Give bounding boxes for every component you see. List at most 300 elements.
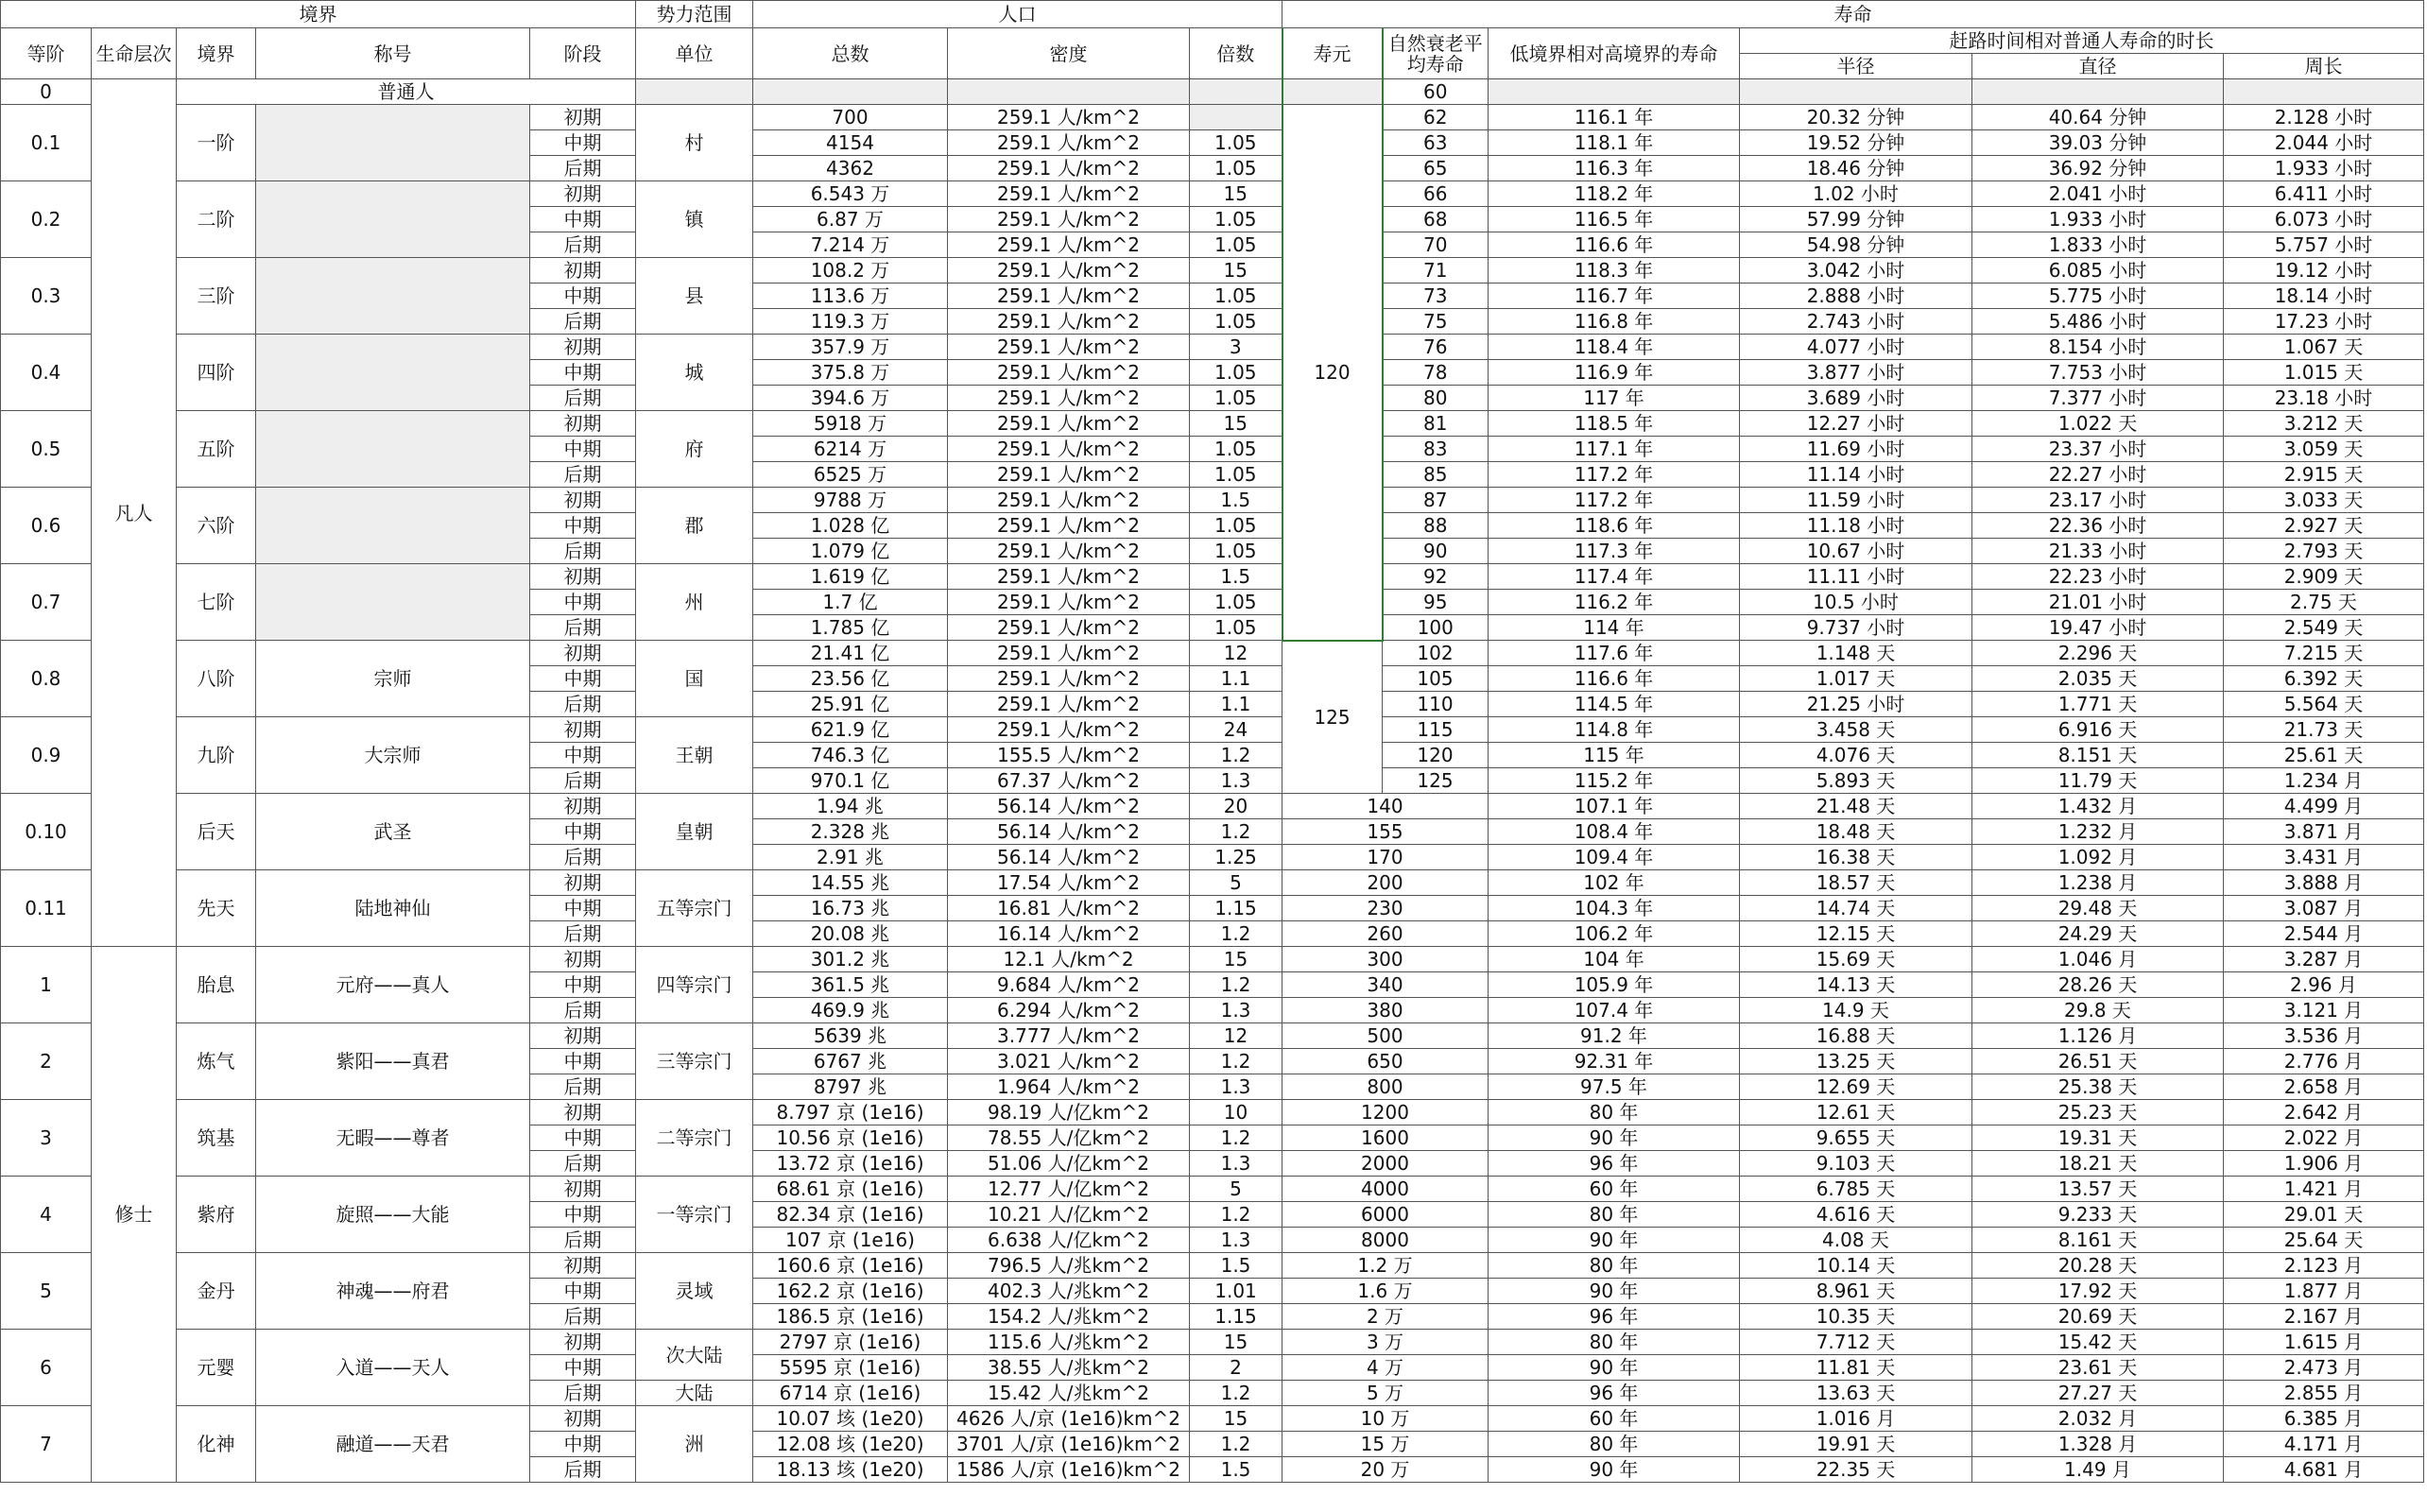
title-cell[interactable]: 入道——天人: [256, 1330, 530, 1406]
level-cell[interactable]: 0.8: [1, 641, 92, 717]
mult-cell[interactable]: 1.05: [1190, 386, 1282, 411]
perimeter-cell[interactable]: 2.642 月: [2224, 1100, 2424, 1125]
diameter-cell[interactable]: 28.26 天: [1972, 972, 2224, 998]
title-cell[interactable]: [256, 335, 530, 411]
stage-cell[interactable]: 中期: [530, 513, 636, 539]
empty-cell[interactable]: [1972, 79, 2224, 105]
density-cell[interactable]: 16.14 人/km^2: [948, 921, 1190, 947]
diameter-cell[interactable]: 1.771 天: [1972, 692, 2224, 717]
perimeter-cell[interactable]: 3.059 天: [2224, 437, 2424, 462]
shouyuan-cell[interactable]: 10 万: [1282, 1406, 1489, 1432]
age-cell[interactable]: 68: [1383, 207, 1489, 232]
density-cell[interactable]: 154.2 人/兆km^2: [948, 1304, 1190, 1330]
unit-cell[interactable]: 王朝: [636, 717, 753, 794]
perimeter-cell[interactable]: 2.776 月: [2224, 1049, 2424, 1074]
density-cell[interactable]: 259.1 人/km^2: [948, 590, 1190, 615]
density-cell[interactable]: 259.1 人/km^2: [948, 386, 1190, 411]
radius-cell[interactable]: 18.46 分钟: [1740, 156, 1972, 181]
radius-cell[interactable]: 12.27 小时: [1740, 411, 1972, 437]
diameter-cell[interactable]: 2.296 天: [1972, 641, 2224, 666]
perimeter-cell[interactable]: 2.544 月: [2224, 921, 2424, 947]
header-shengming[interactable]: 生命层次: [92, 28, 177, 79]
radius-cell[interactable]: 9.737 小时: [1740, 615, 1972, 641]
shouyuan-cell[interactable]: 155: [1282, 819, 1489, 845]
realm-cell[interactable]: 九阶: [177, 717, 256, 794]
unit-cell[interactable]: 洲: [636, 1406, 753, 1483]
total-cell[interactable]: 108.2 万: [753, 258, 948, 284]
total-cell[interactable]: 6525 万: [753, 462, 948, 488]
low-cell[interactable]: 90 年: [1489, 1457, 1740, 1483]
mult-cell[interactable]: 1.1: [1190, 666, 1282, 692]
header-danwei[interactable]: 单位: [636, 28, 753, 79]
realm-cell[interactable]: 先天: [177, 870, 256, 947]
radius-cell[interactable]: 18.57 天: [1740, 870, 1972, 896]
age-cell[interactable]: 102: [1383, 641, 1489, 666]
density-cell[interactable]: 17.54 人/km^2: [948, 870, 1190, 896]
unit-cell[interactable]: 一等宗门: [636, 1177, 753, 1253]
low-cell[interactable]: 102 年: [1489, 870, 1740, 896]
low-cell[interactable]: 117.6 年: [1489, 641, 1740, 666]
total-cell[interactable]: 970.1 亿: [753, 768, 948, 794]
radius-cell[interactable]: 3.042 小时: [1740, 258, 1972, 284]
diameter-cell[interactable]: 1.833 小时: [1972, 232, 2224, 258]
mult-cell[interactable]: 1.2: [1190, 972, 1282, 998]
stage-cell[interactable]: 中期: [530, 896, 636, 921]
header-zhijing[interactable]: 直径: [1972, 54, 2224, 79]
density-cell[interactable]: 402.3 人/兆km^2: [948, 1279, 1190, 1304]
density-cell[interactable]: 56.14 人/km^2: [948, 845, 1190, 870]
shouyuan-cell[interactable]: 4 万: [1282, 1355, 1489, 1381]
mult-cell[interactable]: 15: [1190, 947, 1282, 972]
total-cell[interactable]: 16.73 兆: [753, 896, 948, 921]
total-cell[interactable]: 1.079 亿: [753, 539, 948, 564]
diameter-cell[interactable]: 1.328 月: [1972, 1432, 2224, 1457]
total-cell[interactable]: 9788 万: [753, 488, 948, 513]
diameter-cell[interactable]: 39.03 分钟: [1972, 130, 2224, 156]
low-cell[interactable]: 108.4 年: [1489, 819, 1740, 845]
low-cell[interactable]: 97.5 年: [1489, 1074, 1740, 1100]
diameter-cell[interactable]: 23.17 小时: [1972, 488, 2224, 513]
unit-cell[interactable]: 四等宗门: [636, 947, 753, 1023]
realm-cell[interactable]: 三阶: [177, 258, 256, 335]
radius-cell[interactable]: 10.35 天: [1740, 1304, 1972, 1330]
mult-cell[interactable]: 1.5: [1190, 488, 1282, 513]
stage-cell[interactable]: 初期: [530, 641, 636, 666]
total-cell[interactable]: 6214 万: [753, 437, 948, 462]
diameter-cell[interactable]: 22.23 小时: [1972, 564, 2224, 590]
density-cell[interactable]: 259.1 人/km^2: [948, 335, 1190, 360]
total-cell[interactable]: 10.07 垓 (1e20): [753, 1406, 948, 1432]
mult-cell[interactable]: 1.2: [1190, 1432, 1282, 1457]
empty-cell[interactable]: [1282, 79, 1383, 105]
mult-cell[interactable]: 12: [1190, 1023, 1282, 1049]
mult-cell[interactable]: 1.05: [1190, 232, 1282, 258]
total-cell[interactable]: 1.94 兆: [753, 794, 948, 819]
diameter-cell[interactable]: 7.377 小时: [1972, 386, 2224, 411]
total-cell[interactable]: 301.2 兆: [753, 947, 948, 972]
diameter-cell[interactable]: 17.92 天: [1972, 1279, 2224, 1304]
radius-cell[interactable]: 12.69 天: [1740, 1074, 1972, 1100]
mult-cell[interactable]: 1.5: [1190, 564, 1282, 590]
shouyuan-cell[interactable]: 340: [1282, 972, 1489, 998]
level-cell[interactable]: 2: [1, 1023, 92, 1100]
realm-cell[interactable]: 元婴: [177, 1330, 256, 1406]
low-cell[interactable]: 80 年: [1489, 1202, 1740, 1228]
mult-cell[interactable]: 3: [1190, 335, 1282, 360]
age-cell[interactable]: 66: [1383, 181, 1489, 207]
level-cell[interactable]: 0.5: [1, 411, 92, 488]
perimeter-cell[interactable]: 2.793 天: [2224, 539, 2424, 564]
title-cell[interactable]: [256, 181, 530, 258]
total-cell[interactable]: 8.797 京 (1e16): [753, 1100, 948, 1125]
radius-cell[interactable]: 1.02 小时: [1740, 181, 1972, 207]
density-cell[interactable]: 259.1 人/km^2: [948, 360, 1190, 386]
total-cell[interactable]: 4362: [753, 156, 948, 181]
stage-cell[interactable]: 初期: [530, 717, 636, 743]
header-chenghao[interactable]: 称号: [256, 28, 530, 79]
stage-cell[interactable]: 后期: [530, 1457, 636, 1483]
title-cell[interactable]: 陆地神仙: [256, 870, 530, 947]
diameter-cell[interactable]: 8.154 小时: [1972, 335, 2224, 360]
stage-cell[interactable]: 后期: [530, 539, 636, 564]
density-cell[interactable]: 259.1 人/km^2: [948, 232, 1190, 258]
radius-cell[interactable]: 19.52 分钟: [1740, 130, 1972, 156]
density-cell[interactable]: 259.1 人/km^2: [948, 130, 1190, 156]
stage-cell[interactable]: 后期: [530, 309, 636, 335]
shouyuan-cell[interactable]: 15 万: [1282, 1432, 1489, 1457]
stage-cell[interactable]: 初期: [530, 181, 636, 207]
realm-cell[interactable]: 化神: [177, 1406, 256, 1483]
mult-cell[interactable]: 1.05: [1190, 284, 1282, 309]
radius-cell[interactable]: 11.59 小时: [1740, 488, 1972, 513]
mult-cell[interactable]: 1.3: [1190, 1151, 1282, 1177]
radius-cell[interactable]: 4.616 天: [1740, 1202, 1972, 1228]
shouyuan-cell[interactable]: 120: [1282, 105, 1383, 641]
radius-cell[interactable]: 10.14 天: [1740, 1253, 1972, 1279]
low-cell[interactable]: 115 年: [1489, 743, 1740, 768]
radius-cell[interactable]: 3.877 小时: [1740, 360, 1972, 386]
age-cell[interactable]: 70: [1383, 232, 1489, 258]
density-cell[interactable]: 259.1 人/km^2: [948, 641, 1190, 666]
perimeter-cell[interactable]: 1.877 月: [2224, 1279, 2424, 1304]
low-cell[interactable]: 104.3 年: [1489, 896, 1740, 921]
shouyuan-cell[interactable]: 4000: [1282, 1177, 1489, 1202]
realm-cell[interactable]: 筑基: [177, 1100, 256, 1177]
radius-cell[interactable]: 5.893 天: [1740, 768, 1972, 794]
common-title[interactable]: 普通人: [177, 79, 636, 105]
mult-cell[interactable]: 1.05: [1190, 360, 1282, 386]
title-cell[interactable]: 旋照——大能: [256, 1177, 530, 1253]
mult-cell[interactable]: 1.1: [1190, 692, 1282, 717]
unit-cell[interactable]: 三等宗门: [636, 1023, 753, 1100]
shouyuan-cell[interactable]: 500: [1282, 1023, 1489, 1049]
stage-cell[interactable]: 后期: [530, 998, 636, 1023]
age-cell[interactable]: 95: [1383, 590, 1489, 615]
low-cell[interactable]: 80 年: [1489, 1330, 1740, 1355]
mult-cell[interactable]: 1.2: [1190, 1381, 1282, 1406]
perimeter-cell[interactable]: 29.01 天: [2224, 1202, 2424, 1228]
age-cell[interactable]: 65: [1383, 156, 1489, 181]
mult-cell[interactable]: 1.5: [1190, 1457, 1282, 1483]
diameter-cell[interactable]: 1.092 月: [1972, 845, 2224, 870]
density-cell[interactable]: 115.6 人/兆km^2: [948, 1330, 1190, 1355]
stage-cell[interactable]: 初期: [530, 794, 636, 819]
low-cell[interactable]: 116.2 年: [1489, 590, 1740, 615]
perimeter-cell[interactable]: 2.473 月: [2224, 1355, 2424, 1381]
header-banjing[interactable]: 半径: [1740, 54, 1972, 79]
level-cell[interactable]: 4: [1, 1177, 92, 1253]
mult-cell[interactable]: 1.2: [1190, 1125, 1282, 1151]
density-cell[interactable]: 259.1 人/km^2: [948, 513, 1190, 539]
total-cell[interactable]: 14.55 兆: [753, 870, 948, 896]
low-cell[interactable]: 116.5 年: [1489, 207, 1740, 232]
diameter-cell[interactable]: 5.775 小时: [1972, 284, 2224, 309]
perimeter-cell[interactable]: 1.933 小时: [2224, 156, 2424, 181]
title-cell[interactable]: 无暇——尊者: [256, 1100, 530, 1177]
total-cell[interactable]: 1.7 亿: [753, 590, 948, 615]
density-cell[interactable]: 3701 人/京 (1e16)km^2: [948, 1432, 1190, 1457]
stage-cell[interactable]: 后期: [530, 1074, 636, 1100]
low-cell[interactable]: 117 年: [1489, 386, 1740, 411]
density-cell[interactable]: 4626 人/京 (1e16)km^2: [948, 1406, 1190, 1432]
low-cell[interactable]: 117.4 年: [1489, 564, 1740, 590]
radius-cell[interactable]: 13.63 天: [1740, 1381, 1972, 1406]
empty-cell[interactable]: [2224, 79, 2424, 105]
mult-cell[interactable]: [1190, 105, 1282, 130]
unit-cell[interactable]: 二等宗门: [636, 1100, 753, 1177]
shouyuan-cell[interactable]: 300: [1282, 947, 1489, 972]
radius-cell[interactable]: 8.961 天: [1740, 1279, 1972, 1304]
mult-cell[interactable]: 1.3: [1190, 998, 1282, 1023]
density-cell[interactable]: 259.1 人/km^2: [948, 437, 1190, 462]
shouyuan-cell[interactable]: 5 万: [1282, 1381, 1489, 1406]
perimeter-cell[interactable]: 23.18 小时: [2224, 386, 2424, 411]
mult-cell[interactable]: 1.2: [1190, 1202, 1282, 1228]
density-cell[interactable]: 6.294 人/km^2: [948, 998, 1190, 1023]
total-cell[interactable]: 21.41 亿: [753, 641, 948, 666]
diameter-cell[interactable]: 25.23 天: [1972, 1100, 2224, 1125]
perimeter-cell[interactable]: 21.73 天: [2224, 717, 2424, 743]
density-cell[interactable]: 259.1 人/km^2: [948, 717, 1190, 743]
title-cell[interactable]: [256, 488, 530, 564]
radius-cell[interactable]: 16.88 天: [1740, 1023, 1972, 1049]
level-cell[interactable]: 0.11: [1, 870, 92, 947]
empty-cell[interactable]: [948, 79, 1190, 105]
title-cell[interactable]: 元府——真人: [256, 947, 530, 1023]
header-jingjie2[interactable]: 境界: [177, 28, 256, 79]
stage-cell[interactable]: 初期: [530, 947, 636, 972]
level-cell[interactable]: 0.2: [1, 181, 92, 258]
header-ganlu[interactable]: 赶路时间相对普通人寿命的时长: [1740, 28, 2424, 54]
age-cell[interactable]: 80: [1383, 386, 1489, 411]
perimeter-cell[interactable]: 2.167 月: [2224, 1304, 2424, 1330]
total-cell[interactable]: 1.785 亿: [753, 615, 948, 641]
diameter-cell[interactable]: 23.37 小时: [1972, 437, 2224, 462]
age-cell[interactable]: 120: [1383, 743, 1489, 768]
age-cell[interactable]: 83: [1383, 437, 1489, 462]
radius-cell[interactable]: 18.48 天: [1740, 819, 1972, 845]
mult-cell[interactable]: 5: [1190, 870, 1282, 896]
density-cell[interactable]: 155.5 人/km^2: [948, 743, 1190, 768]
radius-cell[interactable]: 15.69 天: [1740, 947, 1972, 972]
diameter-cell[interactable]: 36.92 分钟: [1972, 156, 2224, 181]
mult-cell[interactable]: 24: [1190, 717, 1282, 743]
perimeter-cell[interactable]: 2.044 小时: [2224, 130, 2424, 156]
mult-cell[interactable]: 15: [1190, 1330, 1282, 1355]
radius-cell[interactable]: 3.689 小时: [1740, 386, 1972, 411]
diameter-cell[interactable]: 22.27 小时: [1972, 462, 2224, 488]
total-cell[interactable]: 5595 京 (1e16): [753, 1355, 948, 1381]
stage-cell[interactable]: 后期: [530, 1151, 636, 1177]
title-cell[interactable]: [256, 258, 530, 335]
diameter-cell[interactable]: 21.33 小时: [1972, 539, 2224, 564]
low-cell[interactable]: 80 年: [1489, 1100, 1740, 1125]
shouyuan-cell[interactable]: 200: [1282, 870, 1489, 896]
density-cell[interactable]: 10.21 人/亿km^2: [948, 1202, 1190, 1228]
perimeter-cell[interactable]: 2.927 天: [2224, 513, 2424, 539]
age-cell[interactable]: 71: [1383, 258, 1489, 284]
stage-cell[interactable]: 后期: [530, 845, 636, 870]
diameter-cell[interactable]: 29.48 天: [1972, 896, 2224, 921]
diameter-cell[interactable]: 20.28 天: [1972, 1253, 2224, 1279]
stage-cell[interactable]: 中期: [530, 130, 636, 156]
diameter-cell[interactable]: 26.51 天: [1972, 1049, 2224, 1074]
diameter-cell[interactable]: 24.29 天: [1972, 921, 2224, 947]
stage-cell[interactable]: 中期: [530, 1125, 636, 1151]
density-cell[interactable]: 1.964 人/km^2: [948, 1074, 1190, 1100]
total-cell[interactable]: 621.9 亿: [753, 717, 948, 743]
low-cell[interactable]: 118.3 年: [1489, 258, 1740, 284]
level-cell[interactable]: 0.4: [1, 335, 92, 411]
radius-cell[interactable]: 22.35 天: [1740, 1457, 1972, 1483]
perimeter-cell[interactable]: 17.23 小时: [2224, 309, 2424, 335]
mult-cell[interactable]: 1.15: [1190, 896, 1282, 921]
low-cell[interactable]: 80 年: [1489, 1432, 1740, 1457]
unit-cell[interactable]: 灵域: [636, 1253, 753, 1330]
unit-cell[interactable]: 五等宗门: [636, 870, 753, 947]
mult-cell[interactable]: 15: [1190, 411, 1282, 437]
level-cell[interactable]: 0.6: [1, 488, 92, 564]
unit-cell[interactable]: 县: [636, 258, 753, 335]
radius-cell[interactable]: 3.458 天: [1740, 717, 1972, 743]
mult-cell[interactable]: 1.2: [1190, 743, 1282, 768]
mult-cell[interactable]: 1.05: [1190, 130, 1282, 156]
diameter-cell[interactable]: 23.61 天: [1972, 1355, 2224, 1381]
perimeter-cell[interactable]: 1.615 月: [2224, 1330, 2424, 1355]
density-cell[interactable]: 259.1 人/km^2: [948, 615, 1190, 641]
radius-cell[interactable]: 57.99 分钟: [1740, 207, 1972, 232]
total-cell[interactable]: 1.619 亿: [753, 564, 948, 590]
total-cell[interactable]: 20.08 兆: [753, 921, 948, 947]
header-ziran[interactable]: 自然衰老平均寿命: [1383, 28, 1489, 79]
radius-cell[interactable]: 21.48 天: [1740, 794, 1972, 819]
density-cell[interactable]: 259.1 人/km^2: [948, 666, 1190, 692]
low-cell[interactable]: 116.9 年: [1489, 360, 1740, 386]
perimeter-cell[interactable]: 5.757 小时: [2224, 232, 2424, 258]
diameter-cell[interactable]: 8.161 天: [1972, 1228, 2224, 1253]
low-cell[interactable]: 117.2 年: [1489, 462, 1740, 488]
unit-cell[interactable]: 次大陆: [636, 1330, 753, 1381]
density-cell[interactable]: 51.06 人/亿km^2: [948, 1151, 1190, 1177]
diameter-cell[interactable]: 1.232 月: [1972, 819, 2224, 845]
perimeter-cell[interactable]: 2.123 月: [2224, 1253, 2424, 1279]
low-cell[interactable]: 117.1 年: [1489, 437, 1740, 462]
diameter-cell[interactable]: 13.57 天: [1972, 1177, 2224, 1202]
realm-cell[interactable]: 四阶: [177, 335, 256, 411]
level-cell[interactable]: 7: [1, 1406, 92, 1483]
diameter-cell[interactable]: 40.64 分钟: [1972, 105, 2224, 130]
density-cell[interactable]: 38.55 人/兆km^2: [948, 1355, 1190, 1381]
radius-cell[interactable]: 12.61 天: [1740, 1100, 1972, 1125]
title-cell[interactable]: [256, 564, 530, 641]
diameter-cell[interactable]: 8.151 天: [1972, 743, 2224, 768]
low-cell[interactable]: 118.1 年: [1489, 130, 1740, 156]
diameter-cell[interactable]: 7.753 小时: [1972, 360, 2224, 386]
radius-cell[interactable]: 11.18 小时: [1740, 513, 1972, 539]
stage-cell[interactable]: 初期: [530, 1100, 636, 1125]
title-cell[interactable]: 大宗师: [256, 717, 530, 794]
low-cell[interactable]: 60 年: [1489, 1177, 1740, 1202]
age-cell[interactable]: 87: [1383, 488, 1489, 513]
age-cell[interactable]: 100: [1383, 615, 1489, 641]
mult-cell[interactable]: 1.05: [1190, 462, 1282, 488]
perimeter-cell[interactable]: 2.909 天: [2224, 564, 2424, 590]
low-cell[interactable]: 116.7 年: [1489, 284, 1740, 309]
empty-cell[interactable]: [1740, 79, 1972, 105]
total-cell[interactable]: 7.214 万: [753, 232, 948, 258]
level-cell[interactable]: 6: [1, 1330, 92, 1406]
realm-cell[interactable]: 八阶: [177, 641, 256, 717]
title-cell[interactable]: 紫阳——真君: [256, 1023, 530, 1100]
perimeter-cell[interactable]: 3.888 月: [2224, 870, 2424, 896]
total-cell[interactable]: 6.543 万: [753, 181, 948, 207]
diameter-cell[interactable]: 19.31 天: [1972, 1125, 2224, 1151]
level-cell[interactable]: 0: [1, 79, 92, 105]
shouyuan-cell[interactable]: 20 万: [1282, 1457, 1489, 1483]
realm-cell[interactable]: 胎息: [177, 947, 256, 1023]
stage-cell[interactable]: 后期: [530, 615, 636, 641]
mult-cell[interactable]: 1.25: [1190, 845, 1282, 870]
mult-cell[interactable]: 1.05: [1190, 539, 1282, 564]
radius-cell[interactable]: 1.017 天: [1740, 666, 1972, 692]
low-cell[interactable]: 116.3 年: [1489, 156, 1740, 181]
perimeter-cell[interactable]: 6.392 天: [2224, 666, 2424, 692]
total-cell[interactable]: 357.9 万: [753, 335, 948, 360]
radius-cell[interactable]: 10.67 小时: [1740, 539, 1972, 564]
perimeter-cell[interactable]: 3.287 月: [2224, 947, 2424, 972]
stage-cell[interactable]: 后期: [530, 156, 636, 181]
header-jingjie[interactable]: 境界: [1, 1, 636, 28]
total-cell[interactable]: 2.91 兆: [753, 845, 948, 870]
total-cell[interactable]: 5918 万: [753, 411, 948, 437]
stage-cell[interactable]: 初期: [530, 1330, 636, 1355]
stage-cell[interactable]: 中期: [530, 819, 636, 845]
empty-cell[interactable]: [1489, 79, 1740, 105]
mult-cell[interactable]: 10: [1190, 1100, 1282, 1125]
diameter-cell[interactable]: 1.933 小时: [1972, 207, 2224, 232]
radius-cell[interactable]: 21.25 小时: [1740, 692, 1972, 717]
low-cell[interactable]: 114.8 年: [1489, 717, 1740, 743]
age-cell[interactable]: 110: [1383, 692, 1489, 717]
stage-cell[interactable]: 后期: [530, 1304, 636, 1330]
stage-cell[interactable]: 中期: [530, 1355, 636, 1381]
stage-cell[interactable]: 中期: [530, 743, 636, 768]
perimeter-cell[interactable]: 1.906 月: [2224, 1151, 2424, 1177]
stage-cell[interactable]: 初期: [530, 1177, 636, 1202]
density-cell[interactable]: 259.1 人/km^2: [948, 156, 1190, 181]
diameter-cell[interactable]: 2.032 月: [1972, 1406, 2224, 1432]
radius-cell[interactable]: 11.14 小时: [1740, 462, 1972, 488]
